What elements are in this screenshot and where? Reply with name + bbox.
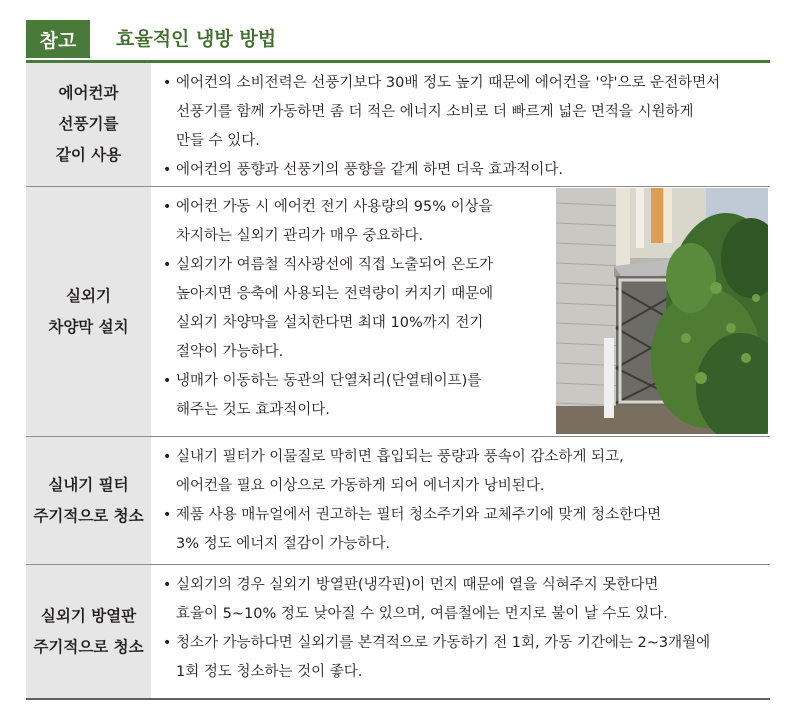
bullet-line: 1회 정도 청소하는 것이 좋다. <box>176 664 363 680</box>
row-label-line: 주기적으로 청소 <box>33 506 144 525</box>
row-label-line: 에어컨과 <box>58 84 119 102</box>
bullet-line: 차지하는 실외기 관리가 매우 중요하다. <box>176 228 424 244</box>
outdoor-unit-shade-photo <box>556 188 768 434</box>
row-label <box>26 187 151 436</box>
bullet-line: • 냉매가 이동하는 동관의 단열처리(단열테이프)를 <box>176 373 482 389</box>
row-content <box>151 437 770 564</box>
table-row <box>26 63 770 187</box>
bullet-line: • 청소가 가능하다면 실외기를 본격적으로 가동하기 전 1회, 가동 기간에는 2~3개월에 <box>176 635 711 651</box>
cooling-methods-table <box>26 63 770 700</box>
bullet-item <box>163 501 770 559</box>
row-content <box>151 187 770 436</box>
bullet-line: • 제품 사용 매뉴얼에서 권고하는 필터 청소주기와 교체주기에 맞게 청소한다면 <box>176 507 662 523</box>
row-label-line: 실내기 필터 <box>48 475 129 494</box>
row-label-line: 차양막 설치 <box>48 317 129 336</box>
bullet-line: 해주는 것도 효과적이다. <box>176 402 330 418</box>
row-label-line: 선풍기를 <box>58 115 119 133</box>
row-label-line: 같이 사용 <box>55 146 122 164</box>
bullet-line: 절약이 가능하다. <box>176 344 284 360</box>
row-content <box>151 63 770 186</box>
row-label <box>26 565 151 698</box>
row-label-line: 주기적으로 청소 <box>33 637 144 656</box>
bullet-line: • 실내기 필터가 이물질로 막히면 흡입되는 풍량과 풍속이 감소하게 되고, <box>176 449 624 465</box>
bullet-line: • 실외기의 경우 실외기 방열판(냉각핀)이 먼지 때문에 열을 식혀주지 못한다면 <box>176 577 659 593</box>
bullet-line: 에어컨을 필요 이상으로 가동하게 되어 에너지가 낭비된다. <box>176 478 545 494</box>
bullet-line: 효율이 5~10% 정도 낮아질 수 있으며, 여름철에는 먼지로 불이 날 수도 있다. <box>176 606 668 622</box>
row-label <box>26 437 151 564</box>
table-row <box>26 187 770 437</box>
bullet-line: • 에어컨 가동 시 에어컨 전기 사용량의 95% 이상을 <box>176 199 493 215</box>
bullet-line: 선풍기를 함께 가동하면 좀 더 적은 에너지 소비로 더 빠르게 넓은 면적을 시원하게 <box>176 104 694 120</box>
table-row <box>26 437 770 565</box>
row-label <box>26 63 151 186</box>
bullet-line: • 에어컨의 소비전력은 선풍기보다 30배 정도 높기 때문에 에어컨을 '약'으로 운전하면서 <box>176 75 721 91</box>
section-header <box>26 20 770 64</box>
bullet-item <box>163 69 770 156</box>
bullet-line: • 실외기가 여름철 직사광선에 직접 노출되어 온도가 <box>176 257 494 273</box>
table-row <box>26 565 770 700</box>
bullet-item <box>163 629 770 687</box>
bullet-line: 3% 정도 에너지 절감이 가능하다. <box>176 536 391 552</box>
bullet-line: 높아지면 응축에 사용되는 전력량이 커지기 때문에 <box>176 286 494 302</box>
bullet-line: 만들 수 있다. <box>176 133 260 149</box>
row-content <box>151 565 770 698</box>
reference-badge: 참고 <box>26 20 90 58</box>
bullet-item <box>163 571 770 629</box>
row-label-line: 실외기 <box>66 286 111 305</box>
bullet-line: • 에어컨의 풍향과 선풍기의 풍향을 같게 하면 더욱 효과적이다. <box>176 162 564 178</box>
bullet-line: 실외기 차양막을 설치한다면 최대 10%까지 전기 <box>176 315 484 331</box>
section-title: 효율적인 냉방 방법 <box>116 28 277 50</box>
bullet-item <box>163 156 770 185</box>
bullet-item <box>163 443 770 501</box>
row-label-line: 실외기 방열판 <box>40 606 137 625</box>
